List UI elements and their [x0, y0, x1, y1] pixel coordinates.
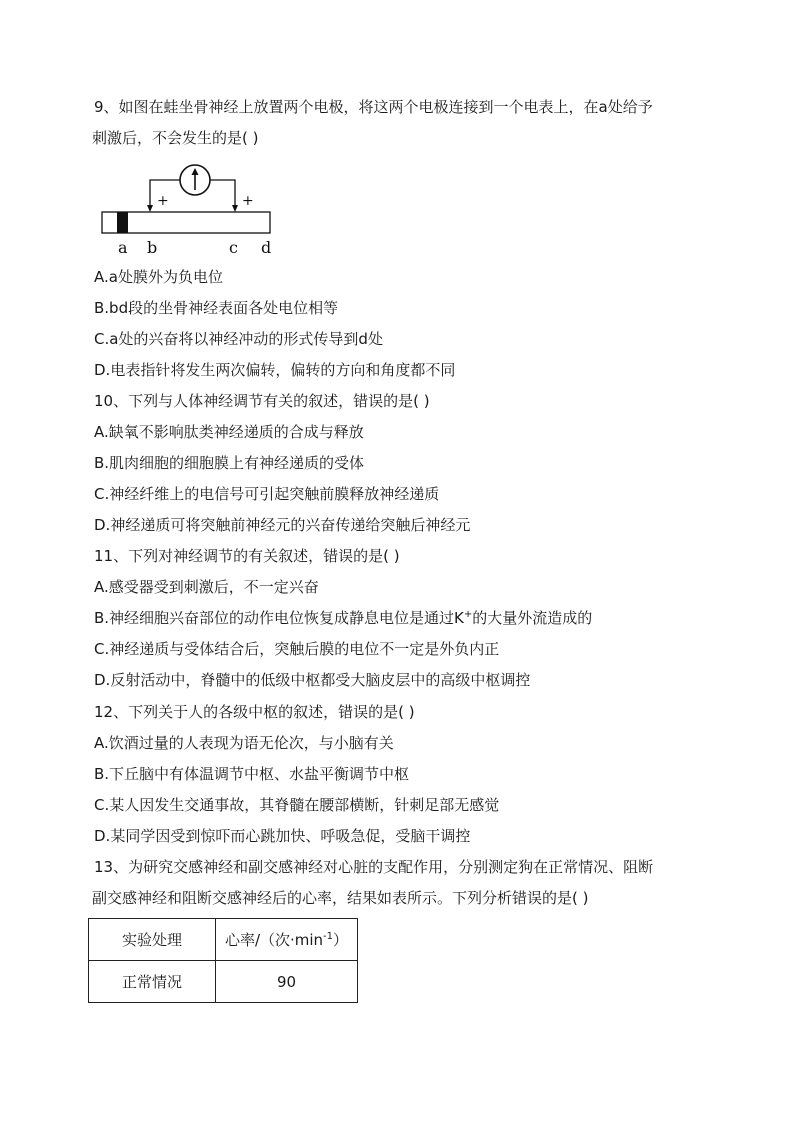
header-heart-rate	[216, 919, 358, 961]
row-treatment: 正常情况	[89, 961, 216, 1003]
q11-option-d: D.反射活动中，脊髓中的低级中枢都受大脑皮层中的高级中枢调控	[94, 671, 531, 689]
q11-option-b	[94, 608, 714, 628]
table-row	[89, 961, 358, 1003]
q12-option-a: A.饮酒过量的人表现为语无伦次，与小脑有关	[94, 734, 394, 752]
header-heart-rate-unit: 心率/（次·min	[224, 931, 324, 949]
label-a: a	[118, 238, 128, 257]
heart-rate-table	[88, 918, 358, 1003]
q9-option-c: C.a处的兴奋将以神经冲动的形式传导到d处	[94, 330, 383, 348]
q12-option-b: B.下丘脑中有体温调节中枢、水盐平衡调节中枢	[94, 765, 410, 783]
q9-stem-line1: 9、如图在蛙坐骨神经上放置两个电极，将这两个电极连接到一个电表上，在a处给予	[94, 98, 653, 116]
nerve-electrode-diagram	[96, 158, 286, 258]
plus-label-c: +	[242, 193, 254, 209]
q13-stem-line1: 13、为研究交感神经和副交感神经对心脏的支配作用，分别测定狗在正常情况、阻断	[94, 858, 654, 876]
q11-option-c: C.神经递质与受体结合后，突触后膜的电位不一定是外负内正	[94, 640, 500, 658]
q10-option-a: A.缺氧不影响肽类神经递质的合成与释放	[94, 423, 364, 441]
stimulus-site-marker	[117, 212, 128, 233]
header-heart-rate-exponent: -1	[323, 931, 334, 942]
q10-option-c: C.神经纤维上的电信号可引起突触前膜释放神经递质	[94, 485, 440, 503]
header-treatment: 实验处理	[89, 919, 216, 961]
q9-option-d: D.电表指针将发生两次偏转，偏转的方向和角度都不同	[94, 361, 456, 379]
q13-stem-line2: 副交感神经和阻断交感神经后的心率，结果如表所示。下列分析错误的是( )	[92, 889, 589, 907]
label-c: c	[229, 238, 238, 257]
table-header-row	[89, 919, 358, 961]
label-b: b	[147, 238, 158, 257]
label-d: d	[261, 238, 272, 257]
q9-option-b: B.bd段的坐骨神经表面各处电位相等	[94, 299, 339, 317]
q10-option-b: B.肌肉细胞的细胞膜上有神经递质的受体	[94, 454, 365, 472]
q11-option-a: A.感受器受到刺激后，不一定兴奋	[94, 578, 319, 596]
q12-option-d: D.某同学因受到惊吓而心跳加快、呼吸急促，受脑干调控	[94, 827, 471, 845]
q9-option-a: A.a处膜外为负电位	[94, 268, 223, 286]
q11-option-b-post: 的大量外流造成的	[472, 609, 593, 627]
q10-option-d: D.神经递质可将突触前神经元的兴奋传递给突触后神经元	[94, 516, 471, 534]
q11-option-b-pre: B.神经细胞兴奋部位的动作电位恢复成静息电位是通过K	[94, 609, 464, 627]
q10-stem: 10、下列与人体神经调节有关的叙述，错误的是( )	[94, 392, 430, 410]
q11-stem: 11、下列对神经调节的有关叙述，错误的是( )	[94, 547, 400, 565]
q11-option-b-sup: +	[463, 609, 473, 620]
q12-stem: 12、下列关于人的各级中枢的叙述，错误的是( )	[94, 703, 415, 721]
q9-stem-line2: 刺激后，不会发生的是( )	[92, 129, 259, 147]
plus-label-b: +	[157, 193, 169, 209]
header-heart-rate-close: ）	[333, 931, 349, 949]
q12-option-c: C.某人因发生交通事故，其脊髓在腰部横断，针刺足部无感觉	[94, 796, 500, 814]
row-heart-rate: 90	[216, 961, 358, 1003]
